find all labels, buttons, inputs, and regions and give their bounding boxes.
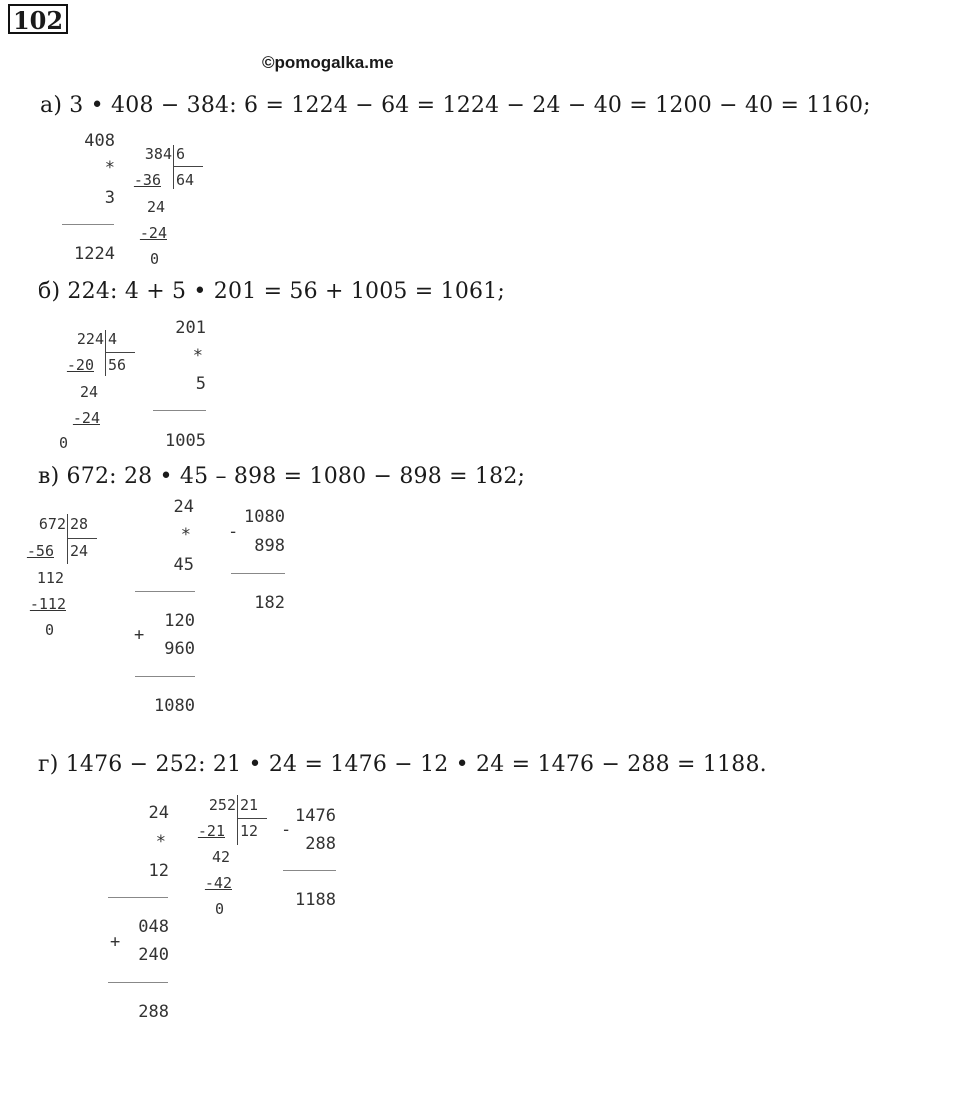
div-sub2: -24 xyxy=(72,409,100,427)
div-rem2: 0 xyxy=(214,900,224,918)
mult-partial1: 048 xyxy=(138,917,169,937)
sub-line xyxy=(231,573,285,574)
mult-operator: * xyxy=(104,158,115,178)
div-rem2: 0 xyxy=(149,250,159,268)
sub-result: 1188 xyxy=(295,890,336,910)
div-quotient: 56 xyxy=(108,356,127,374)
sub-bottom: 288 xyxy=(305,834,336,854)
div-dividend: 224 xyxy=(76,330,104,348)
div-quotient: 24 xyxy=(70,542,89,560)
mult-operator: * xyxy=(192,346,203,366)
div-divisor: 21 xyxy=(240,796,259,814)
div-quotient: 64 xyxy=(176,171,195,189)
div-sub2: -24 xyxy=(139,224,167,242)
div-sub1: -56 xyxy=(26,542,54,560)
div-rem1: 24 xyxy=(146,198,165,216)
mult-bottom: 12 xyxy=(148,861,169,881)
mult-line2 xyxy=(108,982,168,983)
div-sub1: -36 xyxy=(133,171,161,189)
mult-operator: * xyxy=(155,832,166,852)
mult-result: 288 xyxy=(138,1002,169,1022)
div-sub2: -112 xyxy=(29,595,66,613)
mult-line xyxy=(108,897,168,898)
div-horizontal-line xyxy=(173,166,203,167)
mult-partial2: 240 xyxy=(138,945,169,965)
sub-result: 182 xyxy=(254,593,285,613)
div-rem1: 24 xyxy=(79,383,98,401)
mult-top: 201 xyxy=(175,318,206,338)
div-vertical-line xyxy=(67,514,68,564)
div-dividend: 252 xyxy=(208,796,236,814)
div-vertical-line xyxy=(173,145,174,189)
equation-b: б) 224: 4 + 5 • 201 = 56 + 1005 = 1061; xyxy=(38,279,506,304)
mult-result: 1080 xyxy=(154,696,195,716)
div-divisor: 28 xyxy=(70,515,89,533)
div-vertical-line xyxy=(237,795,238,845)
div-horizontal-line xyxy=(237,818,267,819)
div-divisor: 6 xyxy=(176,145,186,163)
div-dividend: 672 xyxy=(38,515,66,533)
equation-a: а) 3 • 408 − 384: 6 = 1224 − 64 = 1224 − 24 − 40 = 1200 − 40 = 1160; xyxy=(40,93,871,118)
div-sub1: -20 xyxy=(66,356,94,374)
task-number: 102 xyxy=(8,4,68,34)
div-quotient: 12 xyxy=(240,822,259,840)
mult-plus: + xyxy=(110,932,121,952)
mult-line xyxy=(62,224,114,225)
mult-top: 24 xyxy=(173,497,194,517)
sub-top: 1080 xyxy=(244,507,285,527)
equation-g: г) 1476 − 252: 21 • 24 = 1476 − 12 • 24 = 1476 − 288 = 1188. xyxy=(38,752,767,777)
mult-operator: * xyxy=(180,525,191,545)
mult-bottom: 3 xyxy=(104,188,115,208)
div-divisor: 4 xyxy=(108,330,118,348)
sub-minus: - xyxy=(281,820,292,840)
div-dividend: 384 xyxy=(144,145,172,163)
div-rem2: 0 xyxy=(58,434,68,452)
sub-top: 1476 xyxy=(295,806,336,826)
mult-plus: + xyxy=(134,625,145,645)
mult-line2 xyxy=(135,676,195,677)
sub-bottom: 898 xyxy=(254,536,285,556)
equation-v: в) 672: 28 • 45 – 898 = 1080 − 898 = 182; xyxy=(38,464,526,489)
mult-bottom: 45 xyxy=(173,555,194,575)
watermark: ©pomogalka.me xyxy=(262,53,394,72)
sub-line xyxy=(283,870,336,871)
mult-top: 24 xyxy=(148,803,169,823)
div-rem1: 42 xyxy=(211,848,230,866)
mult-result: 1224 xyxy=(74,244,115,264)
div-rem1: 112 xyxy=(36,569,64,587)
div-rem2: 0 xyxy=(44,621,54,639)
mult-line xyxy=(153,410,206,411)
div-vertical-line xyxy=(105,330,106,376)
mult-partial1: 120 xyxy=(164,611,195,631)
mult-bottom: 5 xyxy=(195,374,206,394)
mult-result: 1005 xyxy=(165,431,206,451)
mult-partial2: 960 xyxy=(164,639,195,659)
div-sub1: -21 xyxy=(197,822,225,840)
mult-top: 408 xyxy=(84,131,115,151)
div-horizontal-line xyxy=(67,538,97,539)
sub-minus: - xyxy=(228,522,239,542)
div-sub2: -42 xyxy=(204,874,232,892)
div-horizontal-line xyxy=(105,352,135,353)
mult-line xyxy=(135,591,195,592)
